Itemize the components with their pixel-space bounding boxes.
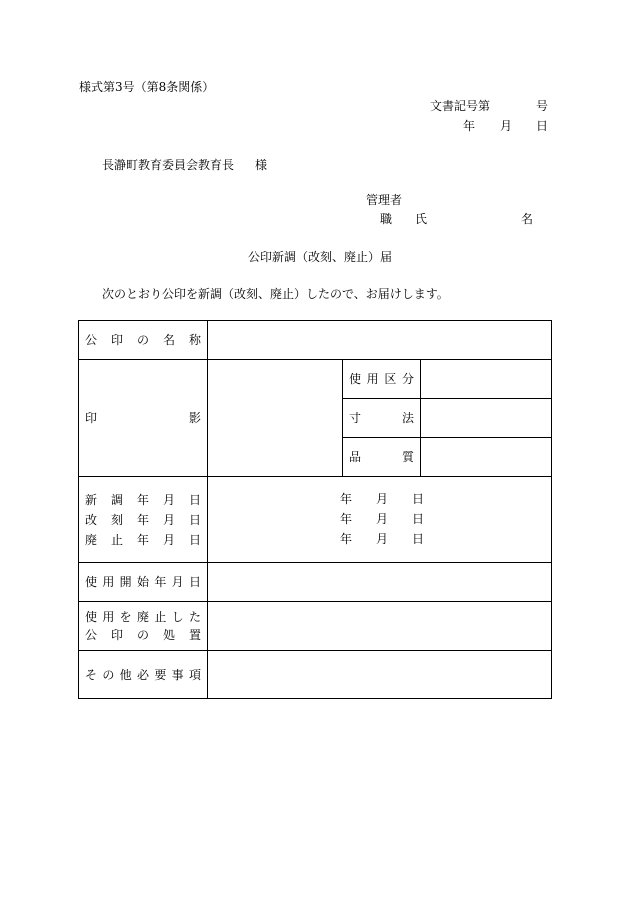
start-date-label: 使 用 開 始 年 月 日 <box>85 575 201 589</box>
row-disposal <box>79 602 552 651</box>
material-label-cell <box>343 438 421 477</box>
abolish-date-label: 廃 止 年 月 日 <box>85 532 201 547</box>
seal-name-value[interactable] <box>208 321 552 360</box>
dimensions-label: 寸 法 <box>349 411 414 425</box>
addressee-name: 長瀞町教育委員会教育長 <box>102 158 235 172</box>
dates-value-cell[interactable] <box>208 477 552 563</box>
form-number: 様式第3号（第8条関係） <box>79 80 215 94</box>
new-date-value: 年 月 日 <box>340 491 425 506</box>
recarve-date-label: 改 刻 年 月 日 <box>85 512 201 527</box>
start-date-value[interactable] <box>208 563 552 602</box>
usage-category-label-cell <box>343 360 421 399</box>
doc-number-label: 文書記号第 <box>430 99 491 113</box>
disposal-label-cell <box>79 602 208 651</box>
row-start-date <box>79 563 552 602</box>
addressee-honorific: 様 <box>255 158 268 172</box>
disposal-label-line2: 公 印 の 処 置 <box>85 628 201 642</box>
seal-impression-label-cell <box>79 360 208 477</box>
usage-category-value[interactable] <box>421 360 552 399</box>
manager-name-right: 名 <box>521 212 534 226</box>
row-seal-name <box>79 321 552 360</box>
usage-category-label: 使 用 区 分 <box>349 372 414 386</box>
date-year: 年 <box>463 119 476 133</box>
disposal-label-line1: 使 用 を 廃 止 し た <box>85 610 201 624</box>
row-other <box>79 651 552 699</box>
recarve-date-value: 年 月 日 <box>340 511 425 526</box>
doc-number-suffix: 号 <box>536 99 549 113</box>
intro-text: 次のとおり公印を新調（改刻、廃止）したので、お届けします。 <box>102 287 449 301</box>
date-day: 日 <box>536 119 549 133</box>
other-value[interactable] <box>208 651 552 699</box>
seal-impression-label: 印 影 <box>85 411 201 425</box>
other-label: そ の 他 必 要 事 項 <box>85 667 201 682</box>
manager-name-left: 氏 <box>415 212 428 226</box>
seal-name-label-cell <box>79 321 208 360</box>
dates-label-cell <box>79 477 208 563</box>
other-label-cell <box>79 651 208 699</box>
row-usage-category <box>79 360 552 399</box>
manager-label: 管理者 <box>366 193 403 207</box>
seal-form-table <box>78 320 552 699</box>
dimensions-label-cell <box>343 399 421 438</box>
seal-name-label: 公 印 の 名 称 <box>85 333 201 347</box>
abolish-date-value: 年 月 日 <box>340 531 425 546</box>
manager-position: 職 <box>380 212 393 226</box>
material-label: 品 質 <box>349 450 414 464</box>
new-date-label: 新 調 年 月 日 <box>85 492 201 507</box>
row-dates <box>79 477 552 563</box>
material-value[interactable] <box>421 438 552 477</box>
start-date-label-cell <box>79 563 208 602</box>
disposal-value[interactable] <box>208 602 552 651</box>
date-month: 月 <box>500 119 513 133</box>
document-title: 公印新調（改刻、廃止）届 <box>248 250 393 264</box>
seal-impression-value[interactable] <box>208 360 343 477</box>
dimensions-value[interactable] <box>421 399 552 438</box>
